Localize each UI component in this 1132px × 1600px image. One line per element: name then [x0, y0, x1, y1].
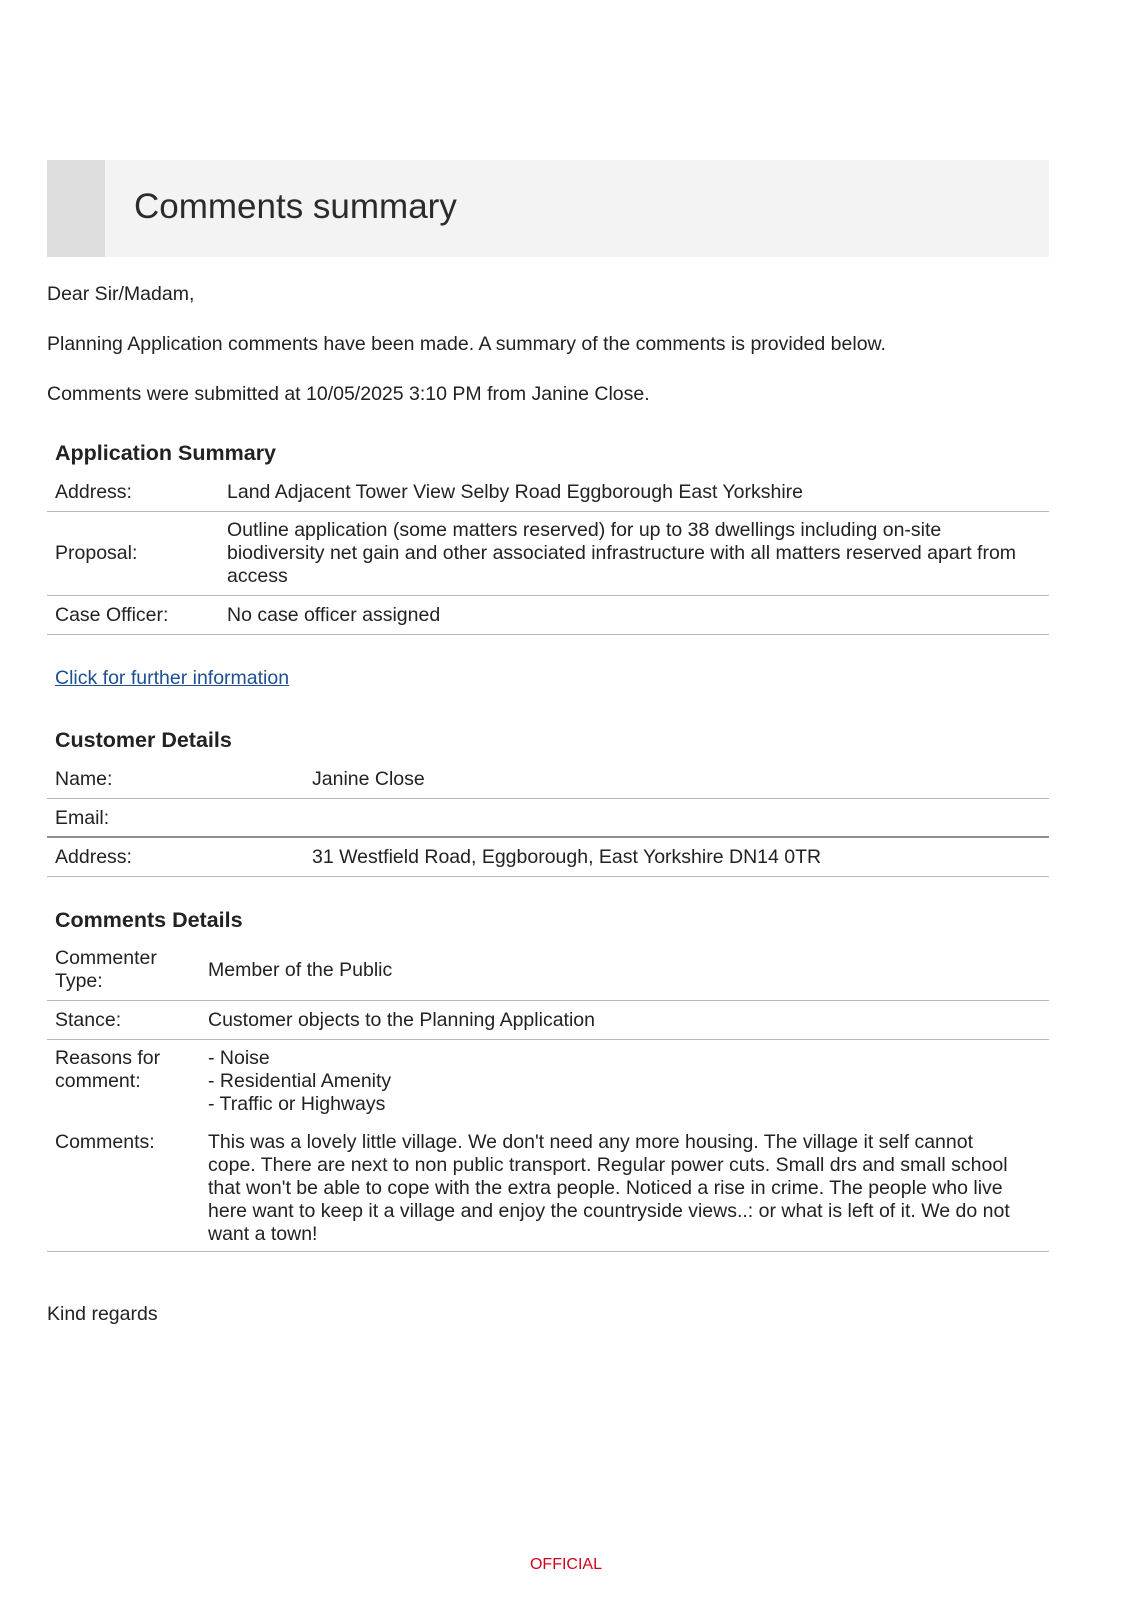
- proposal-row: [47, 512, 1049, 596]
- reason-item: - Noise: [208, 1047, 270, 1069]
- proposal-line: biodiversity net gain and other associated infrastructure with all matters reserved apart from: [227, 542, 1017, 564]
- stance-row: [47, 1001, 1049, 1040]
- customer-name-value: Janine Close: [312, 768, 425, 790]
- commenter-type-value: Member of the Public: [208, 959, 393, 981]
- reason-item: - Residential Amenity: [208, 1070, 392, 1092]
- stance-label: Stance:: [55, 1009, 122, 1031]
- banner-accent-bar: [47, 160, 105, 257]
- comments-line: This was a lovely little village. We don't need any more housing. The village it self cannot: [208, 1131, 973, 1153]
- customer-address-row: [47, 838, 1049, 877]
- case-officer-row: [47, 596, 1049, 635]
- stance-value: Customer objects to the Planning Application: [208, 1009, 595, 1031]
- comments-line: here want to keep it a village and enjoy the countryside views..: or what is left of it. We do not: [208, 1200, 1010, 1222]
- reasons-row: [47, 1040, 1049, 1124]
- classification-footer: OFFICIAL: [529, 1556, 602, 1573]
- comments-line: cope. There are next to non public transport. Regular power cuts. Small drs and small school: [208, 1154, 1008, 1176]
- application-address-label: Address:: [55, 481, 132, 503]
- comments-line: that won't be able to cope with the extra people. Noticed a rise in crime. The people who live: [208, 1177, 1003, 1199]
- comments-text: [208, 1131, 1010, 1246]
- customer-address-label: Address:: [55, 846, 132, 868]
- comments-details-heading: Comments Details: [55, 908, 243, 932]
- comments-label: Comments:: [55, 1131, 155, 1153]
- reasons-label-line: comment:: [55, 1070, 141, 1092]
- proposal-label: Proposal:: [55, 542, 138, 564]
- customer-name-row: [47, 760, 1049, 799]
- case-officer-label: Case Officer:: [55, 604, 169, 626]
- proposal-value: [227, 519, 1016, 588]
- salutation: Dear Sir/Madam,: [47, 283, 195, 305]
- customer-name-label: Name:: [55, 768, 113, 790]
- commenter-type-row: [47, 940, 1049, 1001]
- comments-row: [47, 1124, 1049, 1252]
- page-header-banner: [47, 160, 1049, 257]
- comments-line: want a town!: [208, 1223, 318, 1245]
- commenter-type-label: [55, 947, 157, 993]
- closing: Kind regards: [47, 1303, 158, 1325]
- application-address-value: Land Adjacent Tower View Selby Road Eggborough East Yorkshire: [227, 481, 804, 503]
- customer-details-heading: Customer Details: [55, 728, 232, 752]
- commenter-type-label-line: Commenter: [55, 947, 157, 969]
- page-title: Comments summary: [134, 187, 457, 226]
- customer-email-row: [47, 799, 1049, 838]
- reason-item: - Traffic or Highways: [208, 1093, 386, 1115]
- reasons-label: [55, 1047, 160, 1093]
- further-information-link[interactable]: Click for further information: [55, 667, 290, 689]
- case-officer-value: No case officer assigned: [227, 604, 441, 626]
- proposal-line: Outline application (some matters reserved) for up to 38 dwellings including on-site: [227, 519, 942, 541]
- commenter-type-label-line: Type:: [55, 970, 103, 992]
- intro-line: Planning Application comments have been made. A summary of the comments is provided below.: [47, 333, 886, 355]
- proposal-line: access: [227, 565, 288, 587]
- reasons-label-line: Reasons for: [55, 1047, 161, 1069]
- reasons-list: [208, 1047, 391, 1116]
- submission-info: Comments were submitted at 10/05/2025 3:10 PM from Janine Close.: [47, 383, 650, 405]
- application-address-row: [47, 473, 1049, 512]
- customer-address-value: 31 Westfield Road, Eggborough, East Yorkshire DN14 0TR: [312, 846, 822, 868]
- customer-email-label: Email:: [55, 807, 110, 829]
- application-summary-heading: Application Summary: [55, 441, 277, 465]
